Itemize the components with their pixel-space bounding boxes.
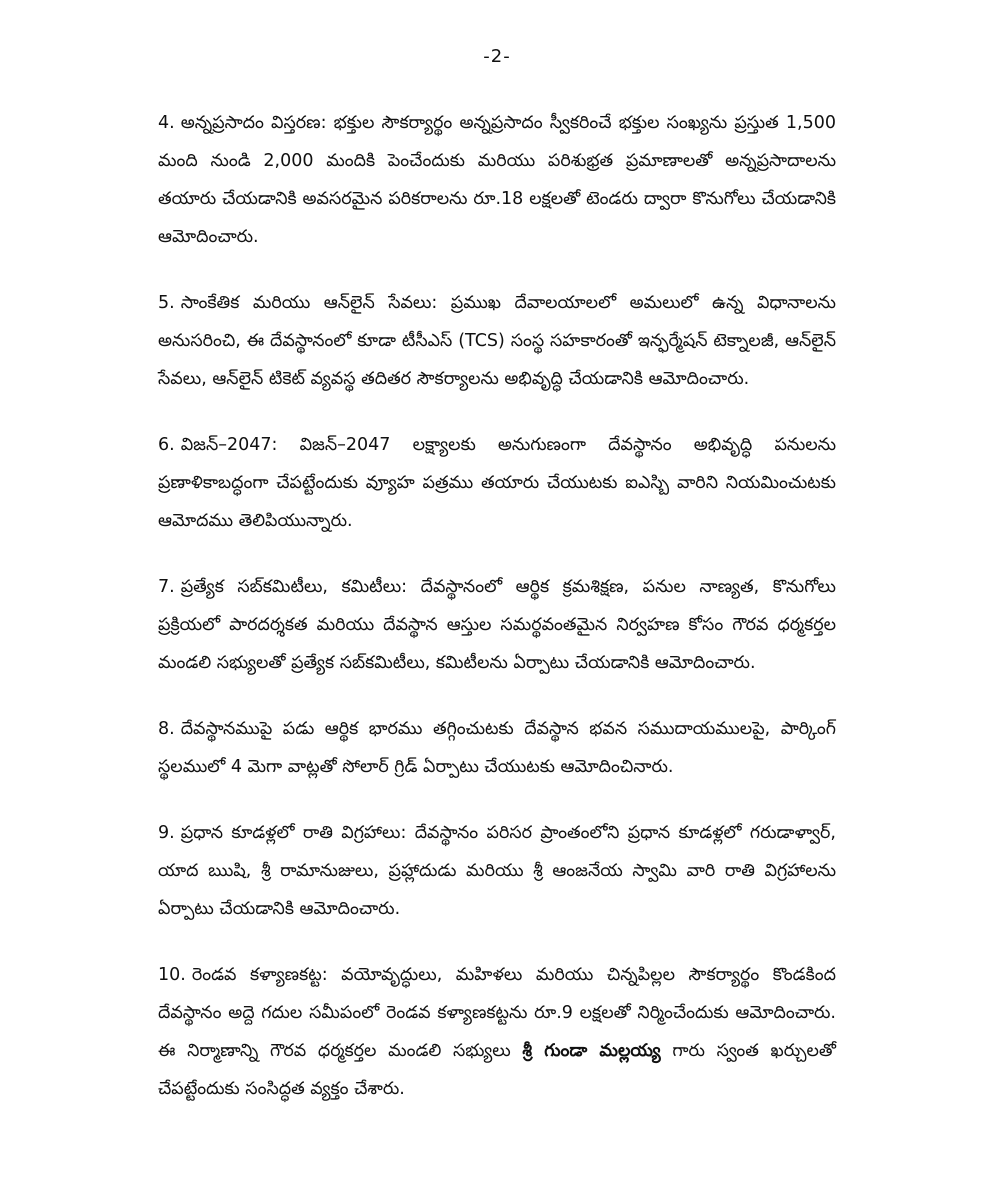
paragraph-item-4	[158, 104, 836, 256]
paragraph-item-5	[158, 284, 836, 398]
paragraph-item-7	[158, 568, 836, 682]
item-number: 9.	[158, 823, 175, 843]
paragraph-item-6	[158, 426, 836, 540]
paragraph-item-9	[158, 814, 836, 928]
item-text: దేవస్థానముపై పడు ఆర్థిక భారము తగ్గించుటకు దేవస్థాన భవన సముదాయములపై, పార్కింగ్ స్థలములో 4 మెగా వాట్లతో సోలార్ గ్రిడ్ ఏర్పాటు చేయుటకు ఆమోదించినారు.	[158, 719, 836, 777]
paragraph-item-10	[158, 956, 836, 1108]
item-text: సాంకేతిక మరియు ఆన్‌లైన్ సేవలు: ప్రముఖ దేవాలయాలలో అమలులో ఉన్న విధానాలను అనుసరించి, ఈ దేవస్థానంలో కూడా టీసీఎస్ (TCS) సంస్థ సహకారంతో ఇన్ఫర్మేషన్ టెక్నాలజీ, ఆన్‌లైన్ సేవలు, ఆన్‌లైన్ టికెట్ వ్యవస్థ తదితర సౌకర్యాలను అభివృద్ధి చేయడానికి ఆమోదించారు.	[158, 293, 836, 389]
item-number: 7.	[158, 577, 175, 597]
document-body	[158, 104, 836, 1108]
item-text-continuation: గారు స్వంత ఖర్చులతో చేపట్టేందుకు సంసిద్ధత వ్యక్తం చేశారు.	[158, 1041, 836, 1099]
paragraph-item-8	[158, 710, 836, 786]
page-number: -2-	[483, 46, 511, 67]
item-text: ప్రత్యేక సబ్‌కమిటీలు, కమిటీలు: దేవస్థానంలో ఆర్థిక క్రమశిక్షణ, పనుల నాణ్యత, కొనుగోలు ప్రక్రియలో పారదర్శకత మరియు దేవస్థాన ఆస్తుల సమర్థవంతమైన నిర్వహణ కోసం గౌరవ ధర్మకర్తల మండలి సభ్యులతో ప్రత్యేక సబ్‌కమిటీలు, కమిటీలను ఏర్పాటు చేయడానికి ఆమోదించారు.	[158, 577, 836, 673]
item-text: అన్నప్రసాదం విస్తరణ: భక్తుల సౌకర్యార్థం అన్నప్రసాదం స్వీకరించే భక్తుల సంఖ్యను ప్రస్తుత 1,500 మంది నుండి 2,000 మందికి పెంచేందుకు మరియు పరిశుభ్రత ప్రమాణాలతో అన్నప్రసాదాలను తయారు చేయడానికి అవసరమైన పరికరాలను రూ.18 లక్షలతో టెండరు ద్వారా కొనుగోలు చేయడానికి ఆమోదించారు.	[158, 113, 836, 247]
item-text: విజన్–2047: విజన్–2047 లక్ష్యాలకు అనుగుణంగా దేవస్థానం అభివృద్ధి పనులను ప్రణాళికాబద్ధంగా చేపట్టేందుకు వ్యూహ పత్రము తయారు చేయుటకు ఐఎస్బి వారిని నియమించుటకు ఆమోదము తెలిపియున్నారు.	[158, 435, 836, 531]
item-number: 10.	[158, 965, 186, 985]
member-name: శ్రీ గుండా మల్లయ్య	[522, 1041, 661, 1061]
item-text: ప్రధాన కూడళ్లలో రాతి విగ్రహాలు: దేవస్థానం పరిసర ప్రాంతంలోని ప్రధాన కూడళ్లలో గరుడాళ్వార్, యాద ఋషి, శ్రీ రామానుజులు, ప్రహ్లాదుడు మరియు శ్రీ ఆంజనేయ స్వామి వారి రాతి విగ్రహాలను ఏర్పాటు చేయడానికి ఆమోదించారు.	[158, 823, 836, 919]
item-number: 5.	[158, 293, 175, 313]
item-number: 8.	[158, 719, 175, 739]
item-number: 4.	[158, 113, 175, 133]
item-text: రెండవ కళ్యాణకట్ట: వయోవృద్ధులు, మహిళలు మరియు చిన్నపిల్లల సౌకర్యార్థం కొండకింద దేవస్థానం అద్దె గదుల సమీపంలో రెండవ కళ్యాణకట్టను రూ.9 లక్షలతో నిర్మించేందుకు ఆమోదించారు. ఈ నిర్మాణాన్ని గౌరవ ధర్మకర్తల మండలి సభ్యులు	[158, 965, 836, 1061]
item-number: 6.	[158, 435, 175, 455]
